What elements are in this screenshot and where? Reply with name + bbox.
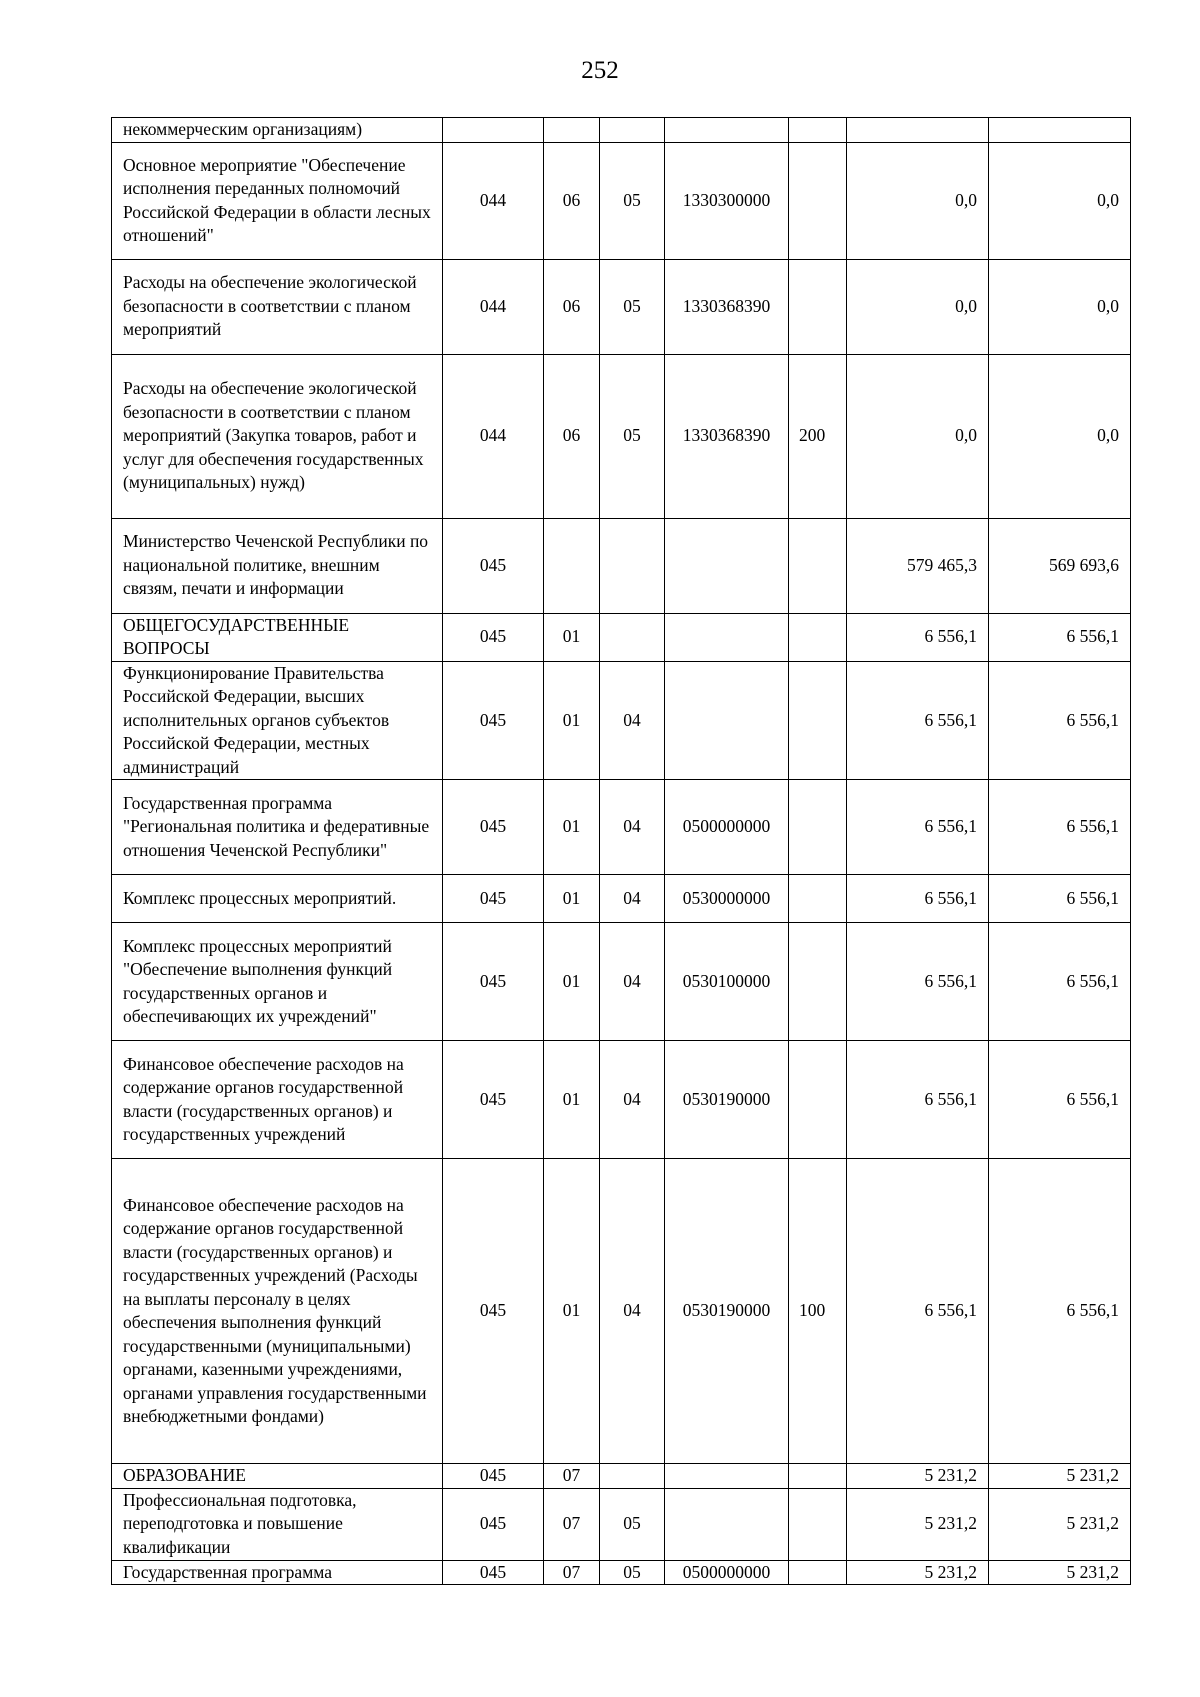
ved-code: 045 — [443, 1041, 544, 1159]
rz-code: 01 — [544, 661, 600, 780]
csr-code — [665, 661, 789, 780]
amount-year-2: 6 556,1 — [989, 780, 1131, 875]
csr-code — [665, 518, 789, 613]
rz-code: 07 — [544, 1560, 600, 1585]
amount-year-2: 6 556,1 — [989, 1159, 1131, 1464]
csr-code: 0530000000 — [665, 875, 789, 923]
amount-year-2: 6 556,1 — [989, 613, 1131, 661]
rz-code: 01 — [544, 780, 600, 875]
ved-code: 045 — [443, 875, 544, 923]
amount-year-2: 6 556,1 — [989, 923, 1131, 1041]
pr-code: 04 — [600, 923, 665, 1041]
amount-year-2: 6 556,1 — [989, 875, 1131, 923]
row-name: Комплекс процессных мероприятий "Обеспечение выполнения функций государственных органов и обеспечивающих их учреждений" — [112, 923, 443, 1041]
row-name: Расходы на обеспечение экологической безопасности в соответствии с планом мероприятий (Закупка товаров, работ и услуг для обеспечения государственных (муниципальных) нужд) — [112, 354, 443, 518]
pr-code: 04 — [600, 780, 665, 875]
vr-code — [789, 1560, 847, 1585]
pr-code: 05 — [600, 1560, 665, 1585]
amount-year-1: 6 556,1 — [847, 613, 989, 661]
vr-code — [789, 118, 847, 143]
row-name: Функционирование Правительства Российской Федерации, высших исполнительных органов субъектов Российской Федерации, местных администраций — [112, 661, 443, 780]
pr-code — [600, 1464, 665, 1489]
rz-code: 01 — [544, 875, 600, 923]
table-row — [112, 875, 1131, 923]
amount-year-1: 6 556,1 — [847, 661, 989, 780]
table-row — [112, 1464, 1131, 1489]
amount-year-1: 6 556,1 — [847, 923, 989, 1041]
pr-code: 05 — [600, 354, 665, 518]
csr-code: 1330368390 — [665, 259, 789, 354]
vr-code: 100 — [789, 1159, 847, 1464]
ved-code: 045 — [443, 1560, 544, 1585]
table-row — [112, 1159, 1131, 1464]
row-name: Комплекс процессных мероприятий. — [112, 875, 443, 923]
vr-code — [789, 780, 847, 875]
table-row — [112, 354, 1131, 518]
table-row — [112, 1488, 1131, 1560]
csr-code — [665, 1464, 789, 1489]
pr-code — [600, 613, 665, 661]
pr-code: 04 — [600, 875, 665, 923]
amount-year-2: 5 231,2 — [989, 1560, 1131, 1585]
ved-code: 045 — [443, 780, 544, 875]
csr-code: 0500000000 — [665, 1560, 789, 1585]
csr-code: 1330300000 — [665, 142, 789, 259]
table-row — [112, 661, 1131, 780]
amount-year-2 — [989, 118, 1131, 143]
amount-year-2: 0,0 — [989, 142, 1131, 259]
vr-code — [789, 259, 847, 354]
pr-code: 04 — [600, 1159, 665, 1464]
table-row — [112, 259, 1131, 354]
rz-code: 07 — [544, 1488, 600, 1560]
rz-code: 06 — [544, 259, 600, 354]
vr-code — [789, 1464, 847, 1489]
rz-code — [544, 118, 600, 143]
amount-year-1: 579 465,3 — [847, 518, 989, 613]
pr-code: 04 — [600, 1041, 665, 1159]
ved-code: 044 — [443, 142, 544, 259]
csr-code: 1330368390 — [665, 354, 789, 518]
table-row — [112, 118, 1131, 143]
vr-code — [789, 875, 847, 923]
vr-code: 200 — [789, 354, 847, 518]
rz-code — [544, 518, 600, 613]
table-row — [112, 613, 1131, 661]
row-name: некоммерческим организациям) — [112, 118, 443, 143]
pr-code — [600, 518, 665, 613]
row-name: Профессиональная подготовка, переподготовка и повышение квалификации — [112, 1488, 443, 1560]
pr-code: 04 — [600, 661, 665, 780]
amount-year-2: 5 231,2 — [989, 1488, 1131, 1560]
amount-year-2: 6 556,1 — [989, 1041, 1131, 1159]
row-name: Основное мероприятие "Обеспечение исполнения переданных полномочий Российской Федерации в области лесных отношений" — [112, 142, 443, 259]
row-name: Финансовое обеспечение расходов на содержание органов государственной власти (государственных органов) и государственных учреждений (Расходы на выплаты персоналу в целях обеспечения выполнения функций государственными (муниципальными) органами, казенными учреждениями, органами управления государственными внебюджетными фондами) — [112, 1159, 443, 1464]
vr-code — [789, 1488, 847, 1560]
ved-code — [443, 118, 544, 143]
pr-code: 05 — [600, 259, 665, 354]
csr-code: 0530100000 — [665, 923, 789, 1041]
amount-year-2: 5 231,2 — [989, 1464, 1131, 1489]
vr-code — [789, 923, 847, 1041]
rz-code: 07 — [544, 1464, 600, 1489]
amount-year-1 — [847, 118, 989, 143]
table-row — [112, 1560, 1131, 1585]
amount-year-1: 0,0 — [847, 259, 989, 354]
table-row — [112, 1041, 1131, 1159]
rz-code: 06 — [544, 142, 600, 259]
amount-year-1: 5 231,2 — [847, 1488, 989, 1560]
csr-code: 0530190000 — [665, 1041, 789, 1159]
ved-code: 045 — [443, 661, 544, 780]
amount-year-2: 0,0 — [989, 354, 1131, 518]
vr-code — [789, 661, 847, 780]
csr-code — [665, 613, 789, 661]
csr-code — [665, 118, 789, 143]
amount-year-2: 0,0 — [989, 259, 1131, 354]
vr-code — [789, 1041, 847, 1159]
row-name: Государственная программа — [112, 1560, 443, 1585]
ved-code: 045 — [443, 613, 544, 661]
ved-code: 045 — [443, 1488, 544, 1560]
amount-year-2: 6 556,1 — [989, 661, 1131, 780]
amount-year-1: 5 231,2 — [847, 1560, 989, 1585]
csr-code — [665, 1488, 789, 1560]
row-name: ОБРАЗОВАНИЕ — [112, 1464, 443, 1489]
ved-code: 045 — [443, 1464, 544, 1489]
budget-table — [111, 117, 1131, 1585]
table-row — [112, 142, 1131, 259]
row-name: Государственная программа "Региональная политика и федеративные отношения Чеченской Республики" — [112, 780, 443, 875]
row-name: Министерство Чеченской Республики по национальной политике, внешним связям, печати и информации — [112, 518, 443, 613]
amount-year-1: 0,0 — [847, 354, 989, 518]
rz-code: 01 — [544, 1041, 600, 1159]
ved-code: 044 — [443, 259, 544, 354]
row-name: Расходы на обеспечение экологической безопасности в соответствии с планом мероприятий — [112, 259, 443, 354]
rz-code: 06 — [544, 354, 600, 518]
vr-code — [789, 518, 847, 613]
csr-code: 0500000000 — [665, 780, 789, 875]
vr-code — [789, 142, 847, 259]
table-row — [112, 518, 1131, 613]
table-row — [112, 780, 1131, 875]
rz-code: 01 — [544, 1159, 600, 1464]
vr-code — [789, 613, 847, 661]
table-row — [112, 923, 1131, 1041]
pr-code: 05 — [600, 1488, 665, 1560]
row-name: Финансовое обеспечение расходов на содержание органов государственной власти (государственных органов) и государственных учреждений — [112, 1041, 443, 1159]
ved-code: 045 — [443, 518, 544, 613]
ved-code: 045 — [443, 1159, 544, 1464]
rz-code: 01 — [544, 613, 600, 661]
page-number: 252 — [581, 57, 619, 84]
csr-code: 0530190000 — [665, 1159, 789, 1464]
amount-year-1: 5 231,2 — [847, 1464, 989, 1489]
amount-year-1: 6 556,1 — [847, 1159, 989, 1464]
pr-code: 05 — [600, 142, 665, 259]
row-name: ОБЩЕГОСУДАРСТВЕННЫЕ ВОПРОСЫ — [112, 613, 443, 661]
amount-year-2: 569 693,6 — [989, 518, 1131, 613]
amount-year-1: 6 556,1 — [847, 1041, 989, 1159]
amount-year-1: 6 556,1 — [847, 875, 989, 923]
amount-year-1: 0,0 — [847, 142, 989, 259]
amount-year-1: 6 556,1 — [847, 780, 989, 875]
rz-code: 01 — [544, 923, 600, 1041]
ved-code: 045 — [443, 923, 544, 1041]
pr-code — [600, 118, 665, 143]
ved-code: 044 — [443, 354, 544, 518]
